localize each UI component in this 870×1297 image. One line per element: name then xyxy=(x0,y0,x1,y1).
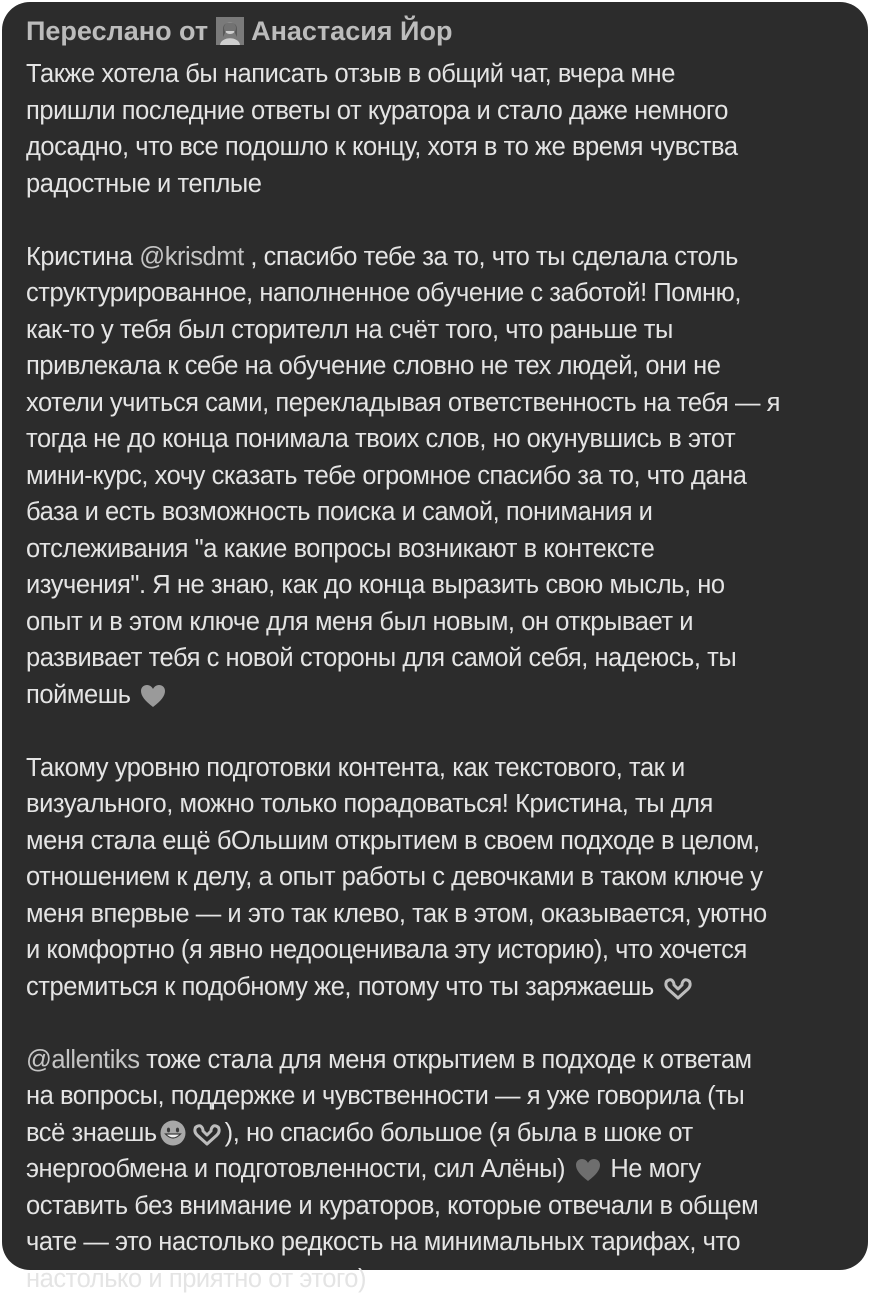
text-line: на вопросы, поддержке и чувственности — я уже говорила (ты xyxy=(26,1078,844,1115)
text-line: стремиться к подобному же, потому что ты заряжаешь xyxy=(26,969,844,1006)
text-line: база и есть возможность поиска и самой, понимания и xyxy=(26,494,844,531)
text-line: Такому уровню подготовки контента, как текстового, так и xyxy=(26,750,844,787)
text-line: чате — это настолько редкость на минимальных тарифах, что xyxy=(26,1224,844,1261)
text-line: настолько и приятно от этого) xyxy=(26,1261,844,1297)
text-line: как-то у тебя был сторителл на счёт того, что раньше ты xyxy=(26,312,844,349)
mention-link[interactable]: @krisdmt xyxy=(139,243,243,271)
text-line: досадно, что все подошло к концу, хотя в то же время чувства xyxy=(26,129,844,166)
text-line: тогда не до конца понимала твоих слов, но окунувшись в этот xyxy=(26,421,844,458)
text-line: Также хотела бы написать отзыв в общий чат, вчера мне xyxy=(26,56,844,93)
text-line: мини-курс, хочу сказать тебе огромное спасибо за то, что дана xyxy=(26,458,844,495)
text-line: оставить без внимание и кураторов, которые отвечали в общем xyxy=(26,1188,844,1225)
text-line: пришли последние ответы от куратора и стало даже немного xyxy=(26,93,844,130)
heart-hands-icon xyxy=(662,975,694,1012)
author-avatar-icon[interactable] xyxy=(216,17,244,45)
text-line: @allentiks тоже стала для меня открытием в подходе к ответам xyxy=(26,1042,844,1079)
text-line: отношением к делу, а опыт работы с девочками в таком ключе у xyxy=(26,859,844,896)
text-line: опыт и в этом ключе для меня был новым, он открывает и xyxy=(26,604,844,641)
forward-prefix: Переслано от xyxy=(26,16,208,47)
forward-author-name[interactable]: Анастасия Йор xyxy=(251,16,452,47)
text-line: энергообмена и подготовленности, сил Алёны) Не могу xyxy=(26,1151,844,1188)
text-line: структурированное, наполненное обучение с заботой! Помню, xyxy=(26,275,844,312)
text-line: меня впервые — и это так клево, так в этом, оказывается, уютно xyxy=(26,896,844,933)
text-line: Кристина @krisdmt , спасибо тебе за то, что ты сделала столь xyxy=(26,239,844,276)
text-line: меня стала ещё бОльшим открытием в своем подходе в целом, xyxy=(26,823,844,860)
message-text xyxy=(26,56,844,1297)
forwarded-message-bubble[interactable] xyxy=(2,2,868,1270)
text-line: визуального, можно только порадоваться! Кристина, ты для xyxy=(26,786,844,823)
text-line: радостные и теплые xyxy=(26,166,844,203)
text-line: хотели учиться сами, перекладывая ответственность на тебя — я xyxy=(26,385,844,422)
text-line: изучения". Я не знаю, как до конца выразить свою мысль, но xyxy=(26,567,844,604)
text-line: привлекала к себе на обучение словно не тех людей, они не xyxy=(26,348,844,385)
heart-icon xyxy=(139,683,167,720)
text-line: всё знаешь ), но спасибо большое (я была в шоке от xyxy=(26,1115,844,1152)
text-line: поймешь xyxy=(26,677,844,714)
forward-header[interactable] xyxy=(26,14,844,48)
text-line: отслеживания "а какие вопросы возникают в контексте xyxy=(26,531,844,568)
mention-link[interactable]: @allentiks xyxy=(26,1046,140,1074)
text-line: развивает тебя с новой стороны для самой себя, надеюсь, ты xyxy=(26,640,844,677)
text-line: и комфортно (я явно недооценивала эту историю), что хочется xyxy=(26,932,844,969)
